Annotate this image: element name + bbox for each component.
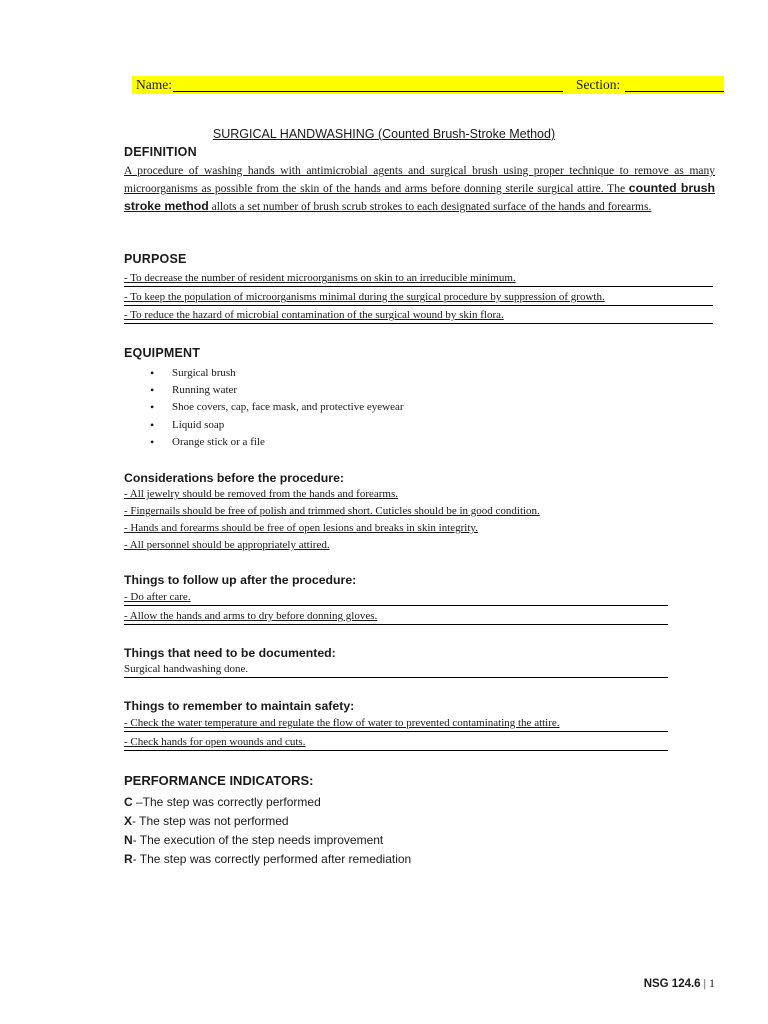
section-blank-line[interactable] (625, 91, 724, 92)
equipment-list (150, 365, 404, 451)
equipment-item: • Running water (150, 382, 404, 399)
name-label: Name: (136, 77, 172, 92)
consideration-item: - Hands and forearms should be free of open lesions and breaks in skin integrity. (124, 522, 478, 534)
definition-emphasis: counted brush stroke method (124, 181, 715, 213)
purpose-heading: PURPOSE (124, 252, 187, 266)
safety-item: - Check hands for open wounds and cuts. (124, 734, 668, 751)
document-title: SURGICAL HANDWASHING (Counted Brush-Stroke Method) (212, 127, 556, 141)
definition-text (124, 163, 715, 216)
footer-separator: | (703, 976, 706, 990)
consideration-item: - All personnel should be appropriately attired. (124, 539, 330, 551)
name-blank-line[interactable] (173, 91, 563, 92)
indicator-text: - The execution of the step needs improvement (132, 833, 384, 847)
performance-heading: PERFORMANCE INDICATORS: (124, 773, 314, 788)
follow-up-item: - Allow the hands and arms to dry before donning gloves. (124, 608, 668, 625)
safety-heading: Things to remember to maintain safety: (124, 699, 355, 713)
course-code: NSG 124.6 (643, 978, 701, 990)
safety-item: - Check the water temperature and regulate the flow of water to prevented contaminating the attire. (124, 715, 668, 732)
page-footer (644, 976, 715, 991)
indicator-code: R (124, 852, 133, 866)
consideration-item: - All jewelry should be removed from the hands and forearms. (124, 488, 399, 500)
section-label: Section: (576, 77, 621, 92)
equipment-item: • Orange stick or a file (150, 434, 404, 451)
indicator-code: X (124, 814, 133, 828)
equipment-item: • Surgical brush (150, 365, 404, 382)
indicator-text: - The step was not performed (132, 814, 289, 828)
purpose-item: - To keep the population of microorganisms minimal during the surgical procedure by suppression of growth. (124, 289, 713, 306)
purpose-item: - To decrease the number of resident microorganisms on skin to an irreducible minimum. (124, 270, 713, 287)
performance-indicator (124, 795, 321, 809)
indicator-text: - The step was correctly performed after remediation (132, 852, 412, 866)
documented-item: Surgical handwashing done. (124, 661, 668, 678)
follow-up-item: - Do after care. (124, 589, 668, 606)
definition-text-end: allots a set number of brush scrub strokes to each designated surface of the hands and forearms. (208, 201, 652, 213)
definition-text-start: A procedure of washing hands with antimicrobial agents and surgical brush using proper technique to remove as many microorganisms as possible from the skin of the hands and arms before donning sterile surgical attire. The (124, 165, 715, 195)
equipment-item: • Shoe covers, cap, face mask, and protective eyewear (150, 399, 404, 416)
considerations-heading: Considerations before the procedure: (124, 471, 345, 485)
definition-heading: DEFINITION (124, 145, 197, 159)
indicator-code: C (124, 795, 133, 809)
documented-heading: Things that need to be documented: (124, 646, 336, 660)
page-number: 1 (709, 976, 715, 990)
equipment-heading: EQUIPMENT (124, 346, 201, 360)
name-section-bar (132, 76, 724, 94)
indicator-code: N (124, 833, 133, 847)
indicator-text: –The step was correctly performed (132, 795, 321, 809)
equipment-item: • Liquid soap (150, 417, 404, 434)
follow-up-heading: Things to follow up after the procedure: (124, 573, 357, 587)
consideration-item: - Fingernails should be free of polish and trimmed short. Cuticles should be in good condition. (124, 505, 540, 517)
performance-indicator (124, 814, 289, 828)
performance-indicator (124, 852, 411, 866)
purpose-item: - To reduce the hazard of microbial contamination of the surgical wound by skin flora. (124, 307, 713, 324)
performance-indicator (124, 833, 383, 847)
